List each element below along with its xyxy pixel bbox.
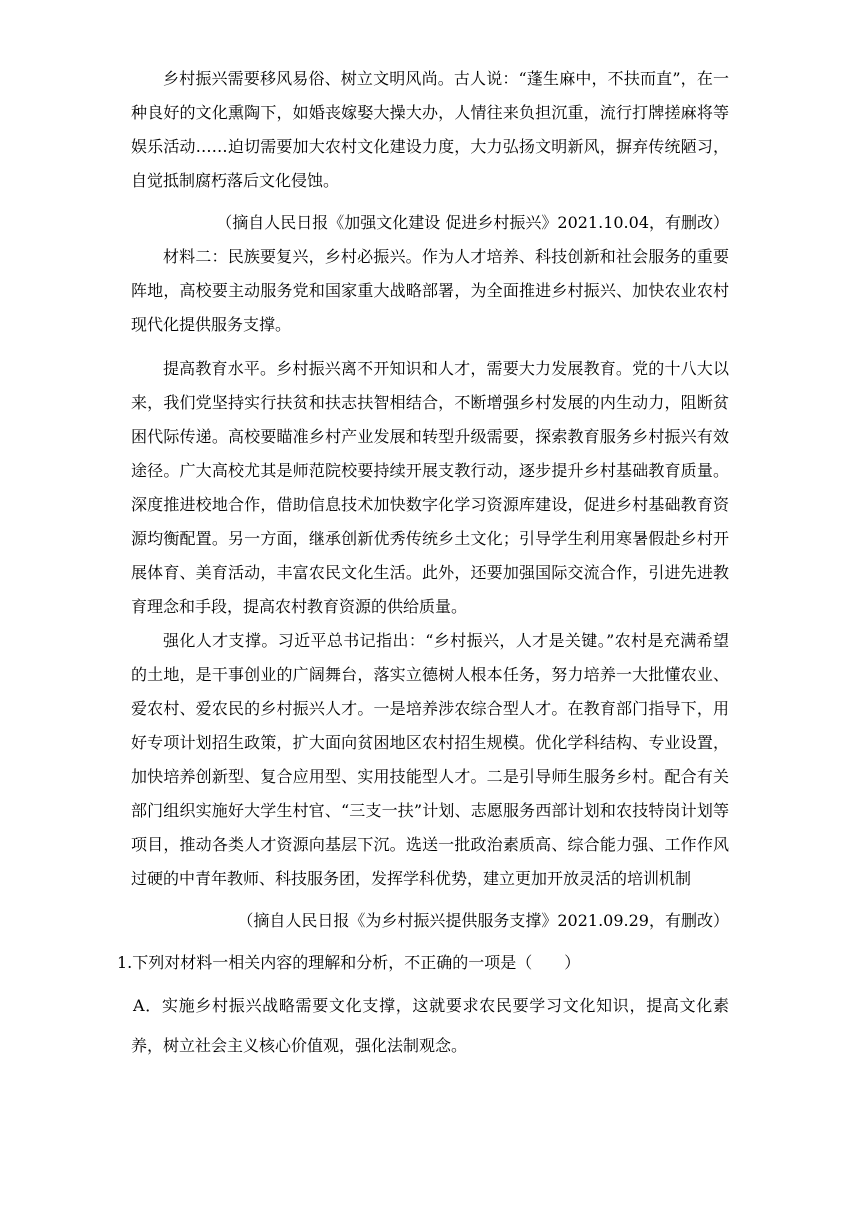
document-body <box>117 62 729 1066</box>
paragraph-education-level: 提高教育水平。乡村振兴离不开知识和人才，需要大力发展教育。党的十八大以来，我们党坚持实行扶贫和扶志扶智相结合，不断增强乡村发展的内生动力，阻断贫困代际传递。高校要瞄准乡村产业发展和转型升级需要，探索教育服务乡村振兴有效途径。广大高校尤其是师范院校要持续开展支教行动，逐步提升乡村基础教育质量。深度推进校地合作，借助信息技术加快数字化学习资源库建设，促进乡村基础教育资源均衡配置。另一方面，继承创新优秀传统乡土文化；引导学生利用寒暑假赴乡村开展体育、美育活动，丰富农民文化生活。此外，还要加强国际交流合作，引进先进教育理念和手段，提高农村教育资源的供给质量。 <box>131 359 729 616</box>
source-citation-2: （摘自人民日报《为乡村振兴提供服务支撑》2021.09.29，有删改） <box>237 911 729 930</box>
paragraph-material-two-intro: 材料二：民族要复兴，乡村必振兴。作为人才培养、科技创新和社会服务的重要阵地，高校要主动服务党和国家重大战略部署，为全面推进乡村振兴、加快农业农村现代化提供服务支撑。 <box>131 247 729 334</box>
question-option-a: A．实施乡村振兴战略需要文化支撑，这就要求农民要学习文化知识，提高文化素养，树立社会主义核心价值观，强化法制观念。 <box>131 996 729 1055</box>
source-citation-1: （摘自人民日报《加强文化建设 促进乡村振兴》2021.10.04，有删改） <box>216 213 729 232</box>
paragraph-talent-support: 强化人才支撑。习近平总书记指出：“乡村振兴，人才是关键。”农村是充满希望的土地，是干事创业的广阔舞台，落实立德树人根本任务，努力培养一大批懂农业、爱农村、爱农民的乡村振兴人才。一是培养涉农综合型人才。在教育部门指导下，用好专项计划招生政策，扩大面向贫困地区农村招生规模。优化学科结构、专业设置，加快培养创新型、复合应用型、实用技能型人才。二是引导师生服务乡村。配合有关部门组织实施好大学生村官、“三支一扶”计划、志愿服务西部计划和农技特岗计划等项目，推动各类人才资源向基层下沉。选送一批政治素质高、综合能力强、工作作风过硬的中青年教师、科技服务团，发挥学科优势，建立更加开放灵活的培训机制 <box>131 631 729 888</box>
paragraph-culture-customs: 乡村振兴需要移风易俗、树立文明风尚。古人说：“蓬生麻中，不扶而直”，在一种良好的文化熏陶下，如婚丧嫁娶大操大办，人情往来负担沉重，流行打牌搓麻将等娱乐活动……迫切需要加大农村文化建设力度，大力弘扬文明新风，摒弃传统陋习，自觉抵制腐朽落后文化侵蚀。 <box>131 69 729 190</box>
question-stem: 1.下列对材料一相关内容的理解和分析，不正确的一项是（ ） <box>117 953 581 972</box>
